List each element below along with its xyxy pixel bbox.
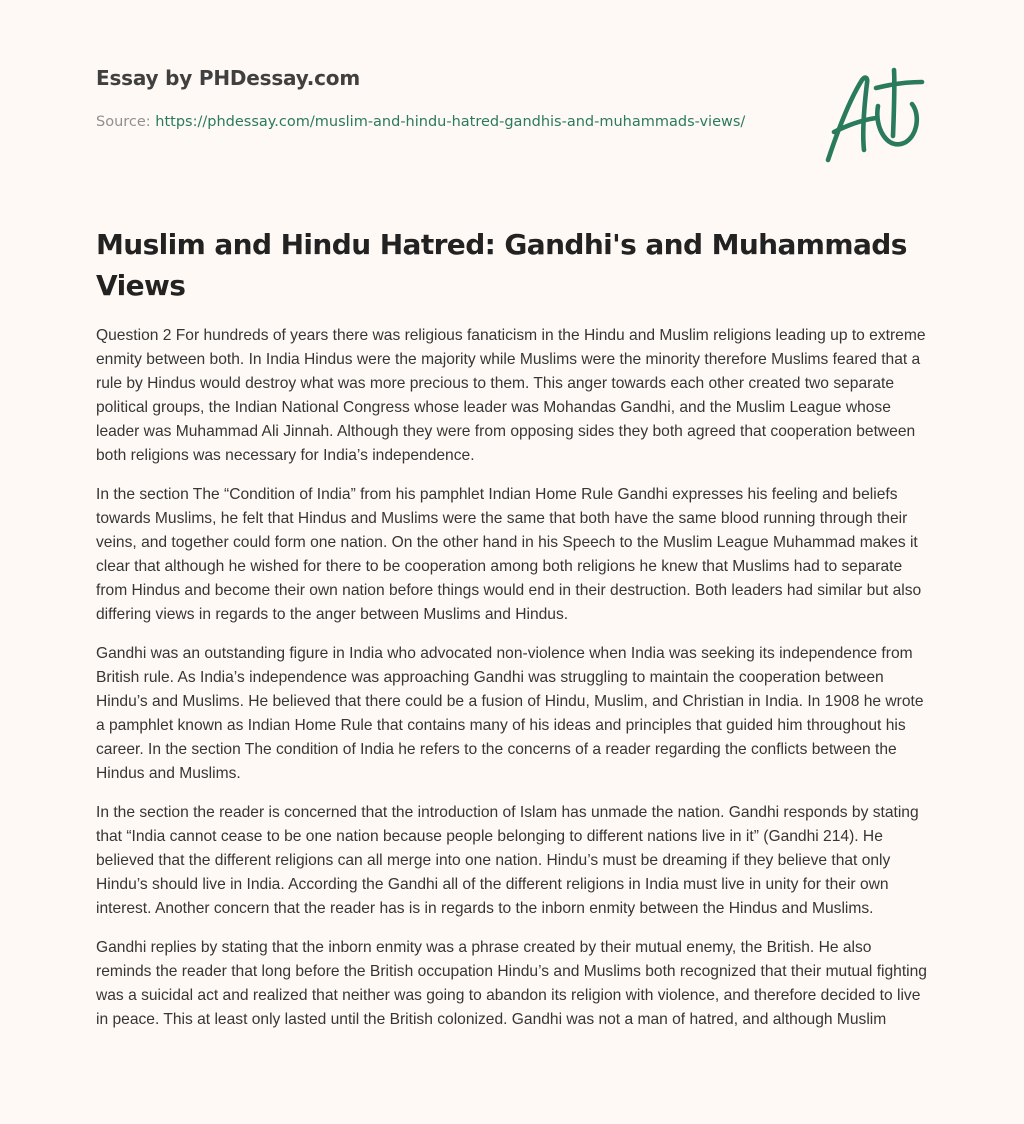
- essay-title: Muslim and Hindu Hatred: Gandhi's and Muhammads Views: [96, 228, 907, 302]
- essay-paragraph: Gandhi was an outstanding figure in India who advocated non-violence when India was seeking its independence from British rule. As India’s independence was approaching Gandhi was struggling to maintain the cooperation between Hindu’s and Muslims. He believed that there could be a fusion of Hindu, Muslim, and Christian in India. In 1908 he wrote a pamphlet known as Indian Home Rule that contains many of his ideas and principles that guided him throughout his career. In the section The condition of India he refers to the concerns of a reader regarding the conflicts between the Hindus and Muslims.: [96, 645, 924, 782]
- a-plus-logo-icon: [818, 66, 930, 166]
- source-link[interactable]: https://phdessay.com/muslim-and-hindu-hatred-gandhis-and-muhammads-views/: [155, 114, 746, 130]
- essay-paragraph: Gandhi replies by stating that the inborn enmity was a phrase created by their mutual enemy, the British. He also reminds the reader that long before the British occupation Hindu’s and Muslims both recognized that their mutual fighting was a suicidal act and realized that neither was going to abandon its religion with violence, and therefore decided to live in peace. This at least only lasted until the British colonized. Gandhi was not a man of hatred, and although Muslim: [96, 939, 927, 1028]
- essay-paragraph: In the section the reader is concerned that the introduction of Islam has unmade the nation. Gandhi responds by stating that “India cannot cease to be one nation because people belonging to different nations live in it” (Gandhi 214). He believed that the different religions can all merge into one nation. Hindu’s must be dreaming if they believe that only Hindu’s should live in India. According the Gandhi all of the different religions in India must live in unity for their own interest. Another concern that the reader has is in regards to the inborn enmity between the Hindus and Muslims.: [96, 804, 919, 917]
- header: [96, 64, 756, 134]
- essay-paragraph: Question 2 For hundreds of years there was religious fanaticism in the Hindu and Muslim religions leading up to extreme enmity between both. In India Hindus were the majority while Muslims were the minority therefore Muslims feared that a rule by Hindus would destroy what was more precious to them. This anger towards each other created two separate political groups, the Indian National Congress whose leader was Mohandas Gandhi, and the Muslim League whose leader was Muhammad Ali Jinnah. Although they were from opposing sides they both agreed that cooperation between both religions was necessary for India’s independence.: [96, 327, 926, 464]
- a-plus-icon: [818, 66, 930, 166]
- source-line: [96, 110, 756, 134]
- essay-paragraph: In the section The “Condition of India” from his pamphlet Indian Home Rule Gandhi expresses his feeling and beliefs towards Muslims, he felt that Hindus and Muslims were the same that both have the same blood running through their veins, and together could form one nation. On the other hand in his Speech to the Muslim League Muhammad makes it clear that although he wished for there to be cooperation among both religions he knew that Muslims had to separate from Hindus and become their own nation before things would end in their destruction. Both leaders had similar but also differing views in regards to the anger between Muslims and Hindus.: [96, 486, 922, 623]
- essay-body: [96, 324, 930, 1047]
- site-title: Essay by PHDessay.com: [96, 66, 360, 90]
- source-label: Source:: [96, 114, 156, 130]
